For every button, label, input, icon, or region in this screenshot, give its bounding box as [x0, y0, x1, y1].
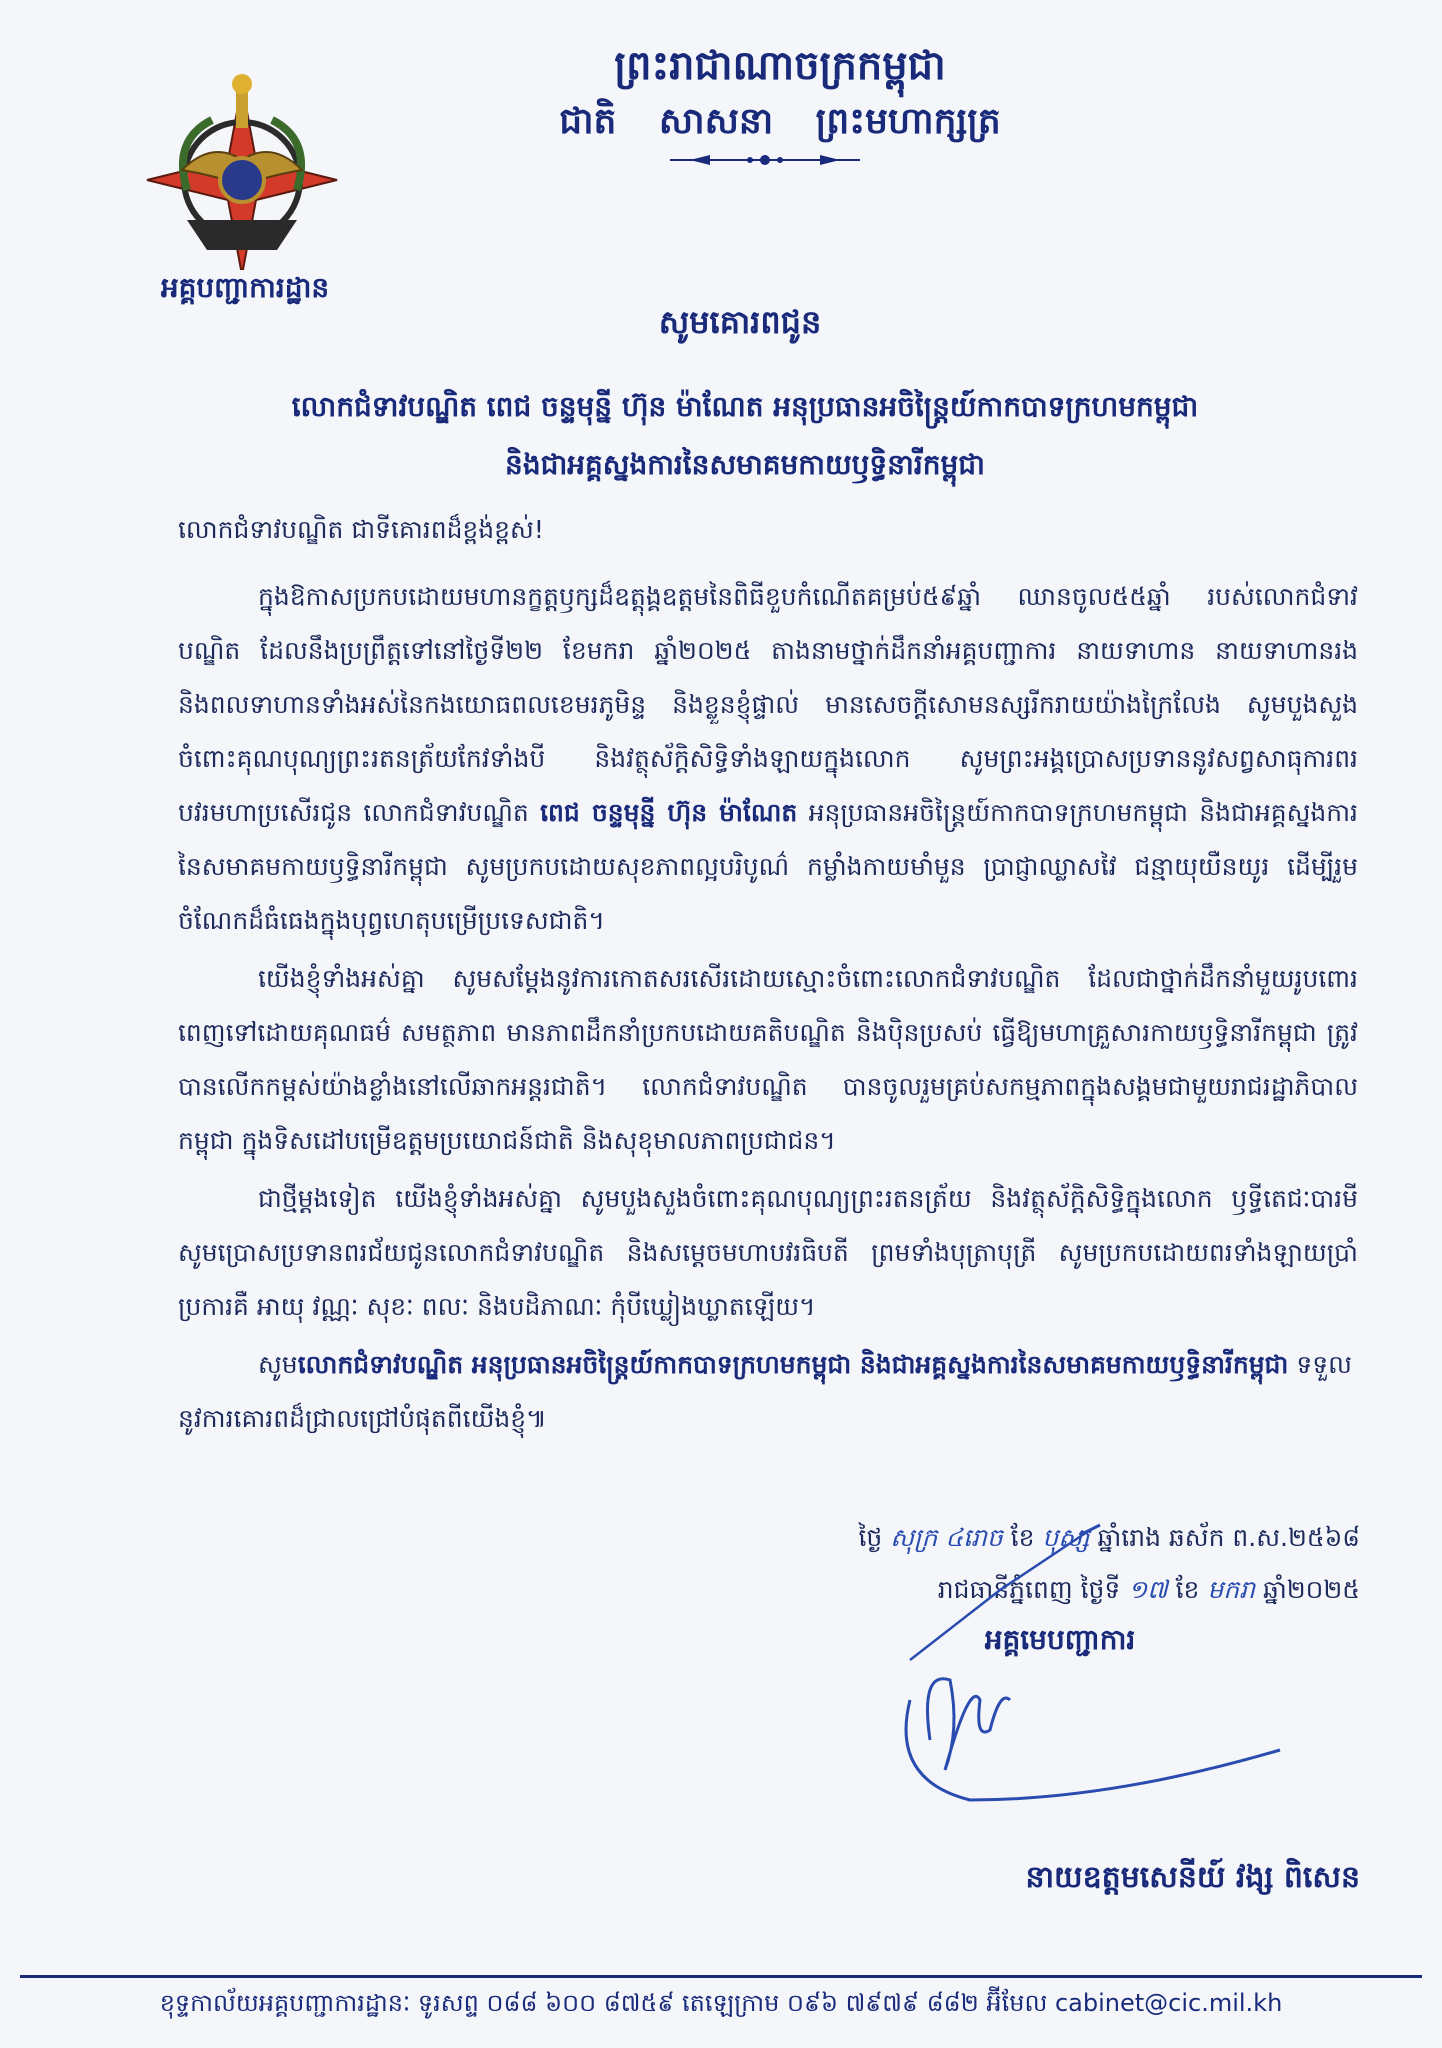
paragraph-1: [178, 570, 1358, 948]
lunar-prefix: ថ្ងៃ: [858, 1523, 883, 1552]
solar-suffix: ឆ្នាំ២០២៥: [1262, 1575, 1360, 1604]
addressee-line-2: និងជាអគ្គស្នងការនៃសមាគមកាយឫទ្ធិនារីកម្ពុជា: [505, 448, 985, 481]
paragraph-4-bold: លោកជំទាវបណ្ឌិត អនុប្រធានអចិន្ត្រៃយ៍កាកបាទក្រហមកម្ពុជា និងជាអគ្គស្នងការនៃសមាគមកាយឫទ្ធិនារីកម្ពុជា: [297, 1350, 1289, 1379]
solar-month: មករា: [1207, 1575, 1255, 1604]
paragraph-1-text-a: ក្នុងឱកាសប្រកបដោយមហានក្ខត្តឫក្សដ៏ឧត្តុង្គឧត្តមនៃពិធីខួបកំណើតគម្រប់៥៩ឆ្នាំ ឈានចូល៥៥ឆ្នាំ របស់លោកជំទាវបណ្ឌិត ដែលនឹងប្រព្រឹត្តទៅនៅថ្ងៃទី២២ ខែមករា ឆ្នាំ២០២៥ តាងនាមថ្នាក់ដឹកនាំអគ្គបញ្ជាការ នាយទាហាន នាយទាហានរង និងពលទាហានទាំងអស់នៃកងយោធពលខេមរភូមិន្ទ និងខ្លួនខ្ញុំផ្ទាល់ មានសេចក្តីសោមនស្សរីករាយយ៉ាងក្រៃលែង សូមបួងសួងចំពោះគុណបុណ្យព្រះរតនត្រ័យកែវទាំងបី និងវត្ថុស័ក្តិសិទ្ធិទាំងឡាយក្នុងលោក សូមព្រះអង្គប្រោសប្រទាននូវសព្វសាធុការពរ បវរមហាប្រសើរជូន លោកជំទាវបណ្ឌិត: [178, 582, 1358, 827]
footer-divider: [20, 1975, 1422, 1978]
paragraph-1-text-b: អនុប្រធានអចិន្ត្រៃយ៍កាកបាទក្រហមកម្ពុជា និងជាអគ្គស្នងការនៃសមាគមកាយឫទ្ធិនារីកម្ពុជា សូមប្រកបដោយសុខភាពល្អបរិបូណ៌ កម្លាំងកាយមាំមួន ប្រាជ្ញាឈ្លាសវៃ ជន្មាយុយឺនយូរ ដើម្បីរួមចំណែកដ៏ធំធេងក្នុងបុព្វហេតុបម្រើប្រទេសជាតិ។: [178, 798, 1358, 935]
national-motto: ជាតិ សាសនា ព្រះមហាក្សត្រ: [559, 101, 1001, 142]
unit-name: អគ្គបញ្ជាការដ្ឋាន: [160, 271, 330, 304]
paragraph-4-suffix: ទទួលនូវការគោរពដ៏ជ្រាលជ្រៅបំផុតពីយើងខ្ញុំ៕: [178, 1350, 1352, 1433]
solar-month-label: ខែ: [1175, 1575, 1200, 1604]
addressee: [170, 378, 1320, 494]
solar-day: ១៧: [1128, 1575, 1168, 1604]
lunar-month-label: ខែ: [1010, 1523, 1035, 1552]
footer-contact: [20, 1988, 1422, 2023]
signer-name: នាយឧត្តមសេនីយ៍ វង្ស ពិសេន: [1025, 1860, 1360, 1895]
lunar-day: សុក្រ ៤រោច: [890, 1523, 1003, 1552]
ornament-divider-icon: [670, 152, 860, 168]
addressee-line-1: លោកជំទាវបណ្ឌិត ពេជ ចន្ទមុន្នី ហ៊ុន ម៉ាណែត អនុប្រធានអចិន្ត្រៃយ៍កាកបាទក្រហមកម្ពុជា: [291, 390, 1199, 423]
handwritten-signature-icon: [850, 1500, 1350, 1830]
lunar-suffix: ឆ្នាំរោង ឆស័ក ព.ស.២៥៦៨: [1097, 1523, 1360, 1552]
solar-prefix: រាជធានីភ្នំពេញ ថ្ងៃទី: [937, 1575, 1121, 1604]
salutation: លោកជំទាវបណ្ឌិត ជាទីគោរពដ៏ខ្ពង់ខ្ពស់!: [178, 515, 544, 544]
kingdom-title: ព្រះរាជាណាចក្រកម្ពុជា: [614, 43, 946, 89]
paragraph-1-name: ពេជ ចន្ទមុន្នី ហ៊ុន ម៉ាណែត: [540, 798, 798, 827]
lunar-month: បុស្ស: [1042, 1523, 1090, 1552]
footer-email: cabinet@cic.mil.kh: [1054, 1989, 1283, 2017]
paragraph-3: ជាថ្មីម្តងទៀត យើងខ្ញុំទាំងអស់គ្នា សូមបួងសួងចំពោះគុណបុណ្យព្រះរតនត្រ័យ និងវត្ថុស័ក្តិសិទ្ធិក្នុងលោក ឫទ្ធីតេជៈបារមី សូមប្រោសប្រទានពរជ័យជូនលោកជំទាវបណ្ឌិត និងសម្តេចមហាបវរធិបតី ព្រមទាំងបុត្រាបុត្រី សូមប្រកបដោយពរទាំងឡាយប្រាំប្រការគឺ អាយុ វណ្ណៈ សុខៈ ពលៈ និងបដិភាណៈ កុំបីឃ្លៀងឃ្លាតឡើយ។: [178, 1184, 1358, 1321]
respect-heading: សូមគោរពជូន: [658, 303, 822, 341]
signatory-title: អគ្គមេបញ្ជាការ: [984, 1623, 1136, 1656]
paragraph-4-prefix: សូម: [258, 1350, 298, 1379]
army-emblem-icon: [112, 70, 372, 270]
paragraph-2: យើងខ្ញុំទាំងអស់គ្នា សូមសម្តែងនូវការកោតសរសើរដោយស្មោះចំពោះលោកជំទាវបណ្ឌិត ដែលជាថ្នាក់ដឹកនាំមួយរូបពោរពេញទៅដោយគុណធម៌ សមត្ថភាព មានភាពដឹកនាំប្រកបដោយគតិបណ្ឌិត និងប៉ិនប្រសប់ ធ្វើឱ្យមហាគ្រួសារកាយឫទ្ធិនារីកម្ពុជា ត្រូវបានលើកកម្ពស់យ៉ាងខ្លាំងនៅលើឆាកអន្តរជាតិ។ លោកជំទាវបណ្ឌិត បានចូលរួមគ្រប់សកម្មភាពក្នុងសង្គមជាមួយរាជរដ្ឋាភិបាលកម្ពុជា ក្នុងទិសដៅបម្រើឧត្តមប្រយោជន៍ជាតិ និងសុខុមាលភាពប្រជាជន។: [178, 964, 1358, 1155]
letter-body: [178, 570, 1358, 1446]
paragraph-4: [178, 1338, 1358, 1446]
footer-contact-text: ខុទ្ទកាល័យអគ្គបញ្ជាការដ្ឋានៈ ទូរសព្ទ ០៨៨ ៦០០ ៨៧៥៩ តេឡេក្រាម ០៩៦ ៧៩៧៩ ៨៨២ អ៊ីមែល: [159, 1989, 1048, 2017]
